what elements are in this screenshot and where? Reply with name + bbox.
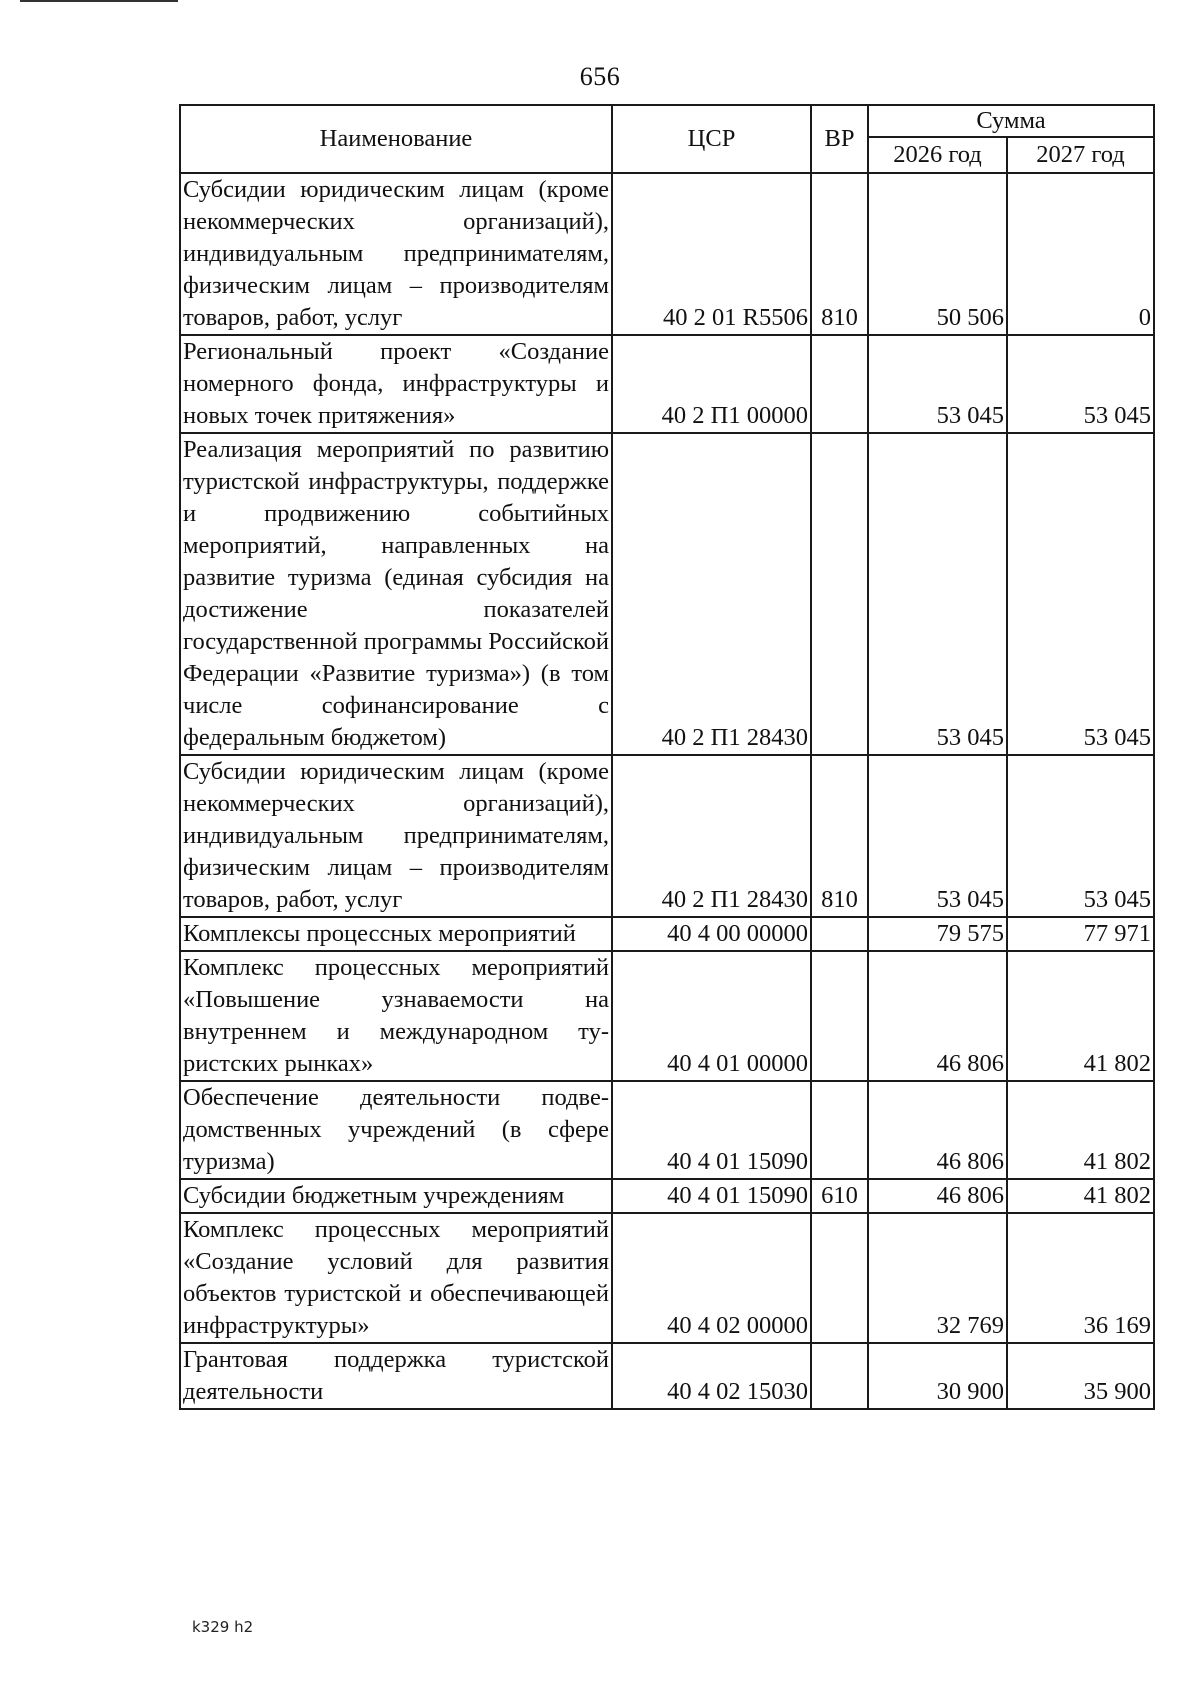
row-name-cell: Грантовая поддержка туристской деятельности [180, 1343, 612, 1409]
row-2027-cell: 53 045 [1007, 755, 1154, 917]
row-2027-cell: 77 971 [1007, 917, 1154, 951]
table-row [180, 335, 1154, 433]
row-2027-cell: 53 045 [1007, 433, 1154, 755]
row-2026-cell: 46 806 [868, 1179, 1007, 1213]
row-vr-cell [811, 433, 868, 755]
row-2026-cell: 53 045 [868, 433, 1007, 755]
row-2027-cell: 41 802 [1007, 1179, 1154, 1213]
header-year-2026: 2026 год [868, 137, 1007, 173]
footer-code: k329 h2 [192, 1618, 254, 1636]
scan-edge-line [20, 0, 178, 2]
row-name-cell: Комплекс процессных мероприятий «Создание условий для развития объектов туристской и обеспечивающей инфраструктуры» [180, 1213, 612, 1343]
budget-table [179, 104, 1155, 1410]
row-vr-cell: 610 [811, 1179, 868, 1213]
table-row [180, 173, 1154, 335]
table-row [180, 1213, 1154, 1343]
row-csr-cell: 40 4 02 00000 [612, 1213, 811, 1343]
row-csr-cell: 40 2 П1 28430 [612, 755, 811, 917]
row-vr-cell [811, 1213, 868, 1343]
row-2027-cell: 41 802 [1007, 1081, 1154, 1179]
page-number: 656 [579, 62, 621, 91]
row-2026-cell: 32 769 [868, 1213, 1007, 1343]
row-name-cell: Комплексы процессных мероприятий [180, 917, 612, 951]
row-2027-cell: 36 169 [1007, 1213, 1154, 1343]
row-name-cell: Субсидии юридическим лицам (кроме некоммерческих организаций), индивидуальным предпринимателям, физическим лицам – производителям товаров, работ, услуг [180, 755, 612, 917]
row-name-cell: Субсидии юридическим лицам (кроме некоммерческих организаций), индивидуальным предпринимателям, физическим лицам – производителям товаров, работ, услуг [180, 173, 612, 335]
row-csr-cell: 40 4 01 00000 [612, 951, 811, 1081]
row-2026-cell: 53 045 [868, 335, 1007, 433]
row-2026-cell: 53 045 [868, 755, 1007, 917]
header-year-2027: 2027 год [1007, 137, 1154, 173]
row-vr-cell [811, 335, 868, 433]
row-vr-cell [811, 1343, 868, 1409]
row-csr-cell: 40 4 00 00000 [612, 917, 811, 951]
row-name-cell: Комплекс процессных мероприятий «Повышение узнаваемости на внутреннем и международном туристских рынках» [180, 951, 612, 1081]
table-row [180, 433, 1154, 755]
row-2026-cell: 50 506 [868, 173, 1007, 335]
table-header [180, 105, 1154, 173]
row-2026-cell: 30 900 [868, 1343, 1007, 1409]
row-2027-cell: 35 900 [1007, 1343, 1154, 1409]
row-2027-cell: 41 802 [1007, 951, 1154, 1081]
row-name-cell: Обеспечение деятельности подведомственных учреждений (в сфере туризма) [180, 1081, 612, 1179]
table-row [180, 1179, 1154, 1213]
table-row [180, 1343, 1154, 1409]
row-2026-cell: 79 575 [868, 917, 1007, 951]
table-row [180, 755, 1154, 917]
row-name-cell: Реализация мероприятий по развитию туристской инфраструктуры, поддержке и продвижению событийных мероприятий, направленных на развитие туризма (единая субсидия на достижение показателей государственной программы Российской Федерации «Развитие туризма») (в том числе софинансирование с федеральным бюджетом) [180, 433, 612, 755]
row-name-cell: Региональный проект «Создание номерного фонда, инфраструктуры и новых точек притяжения» [180, 335, 612, 433]
row-vr-cell [811, 917, 868, 951]
row-2027-cell: 0 [1007, 173, 1154, 335]
row-vr-cell: 810 [811, 755, 868, 917]
row-csr-cell: 40 4 01 15090 [612, 1179, 811, 1213]
table-row [180, 1081, 1154, 1179]
header-name: Наименование [180, 105, 612, 173]
row-2026-cell: 46 806 [868, 1081, 1007, 1179]
header-sum: Сумма [868, 105, 1154, 137]
row-csr-cell: 40 2 П1 00000 [612, 335, 811, 433]
row-csr-cell: 40 2 01 R5506 [612, 173, 811, 335]
row-2026-cell: 46 806 [868, 951, 1007, 1081]
header-csr: ЦСР [612, 105, 811, 173]
header-vr: ВР [811, 105, 868, 173]
row-vr-cell: 810 [811, 173, 868, 335]
row-vr-cell [811, 1081, 868, 1179]
row-csr-cell: 40 2 П1 28430 [612, 433, 811, 755]
row-csr-cell: 40 4 01 15090 [612, 1081, 811, 1179]
table-body [180, 173, 1154, 1409]
table-row [180, 917, 1154, 951]
row-name-cell: Субсидии бюджетным учреждениям [180, 1179, 612, 1213]
row-2027-cell: 53 045 [1007, 335, 1154, 433]
row-csr-cell: 40 4 02 15030 [612, 1343, 811, 1409]
row-vr-cell [811, 951, 868, 1081]
table-row [180, 951, 1154, 1081]
